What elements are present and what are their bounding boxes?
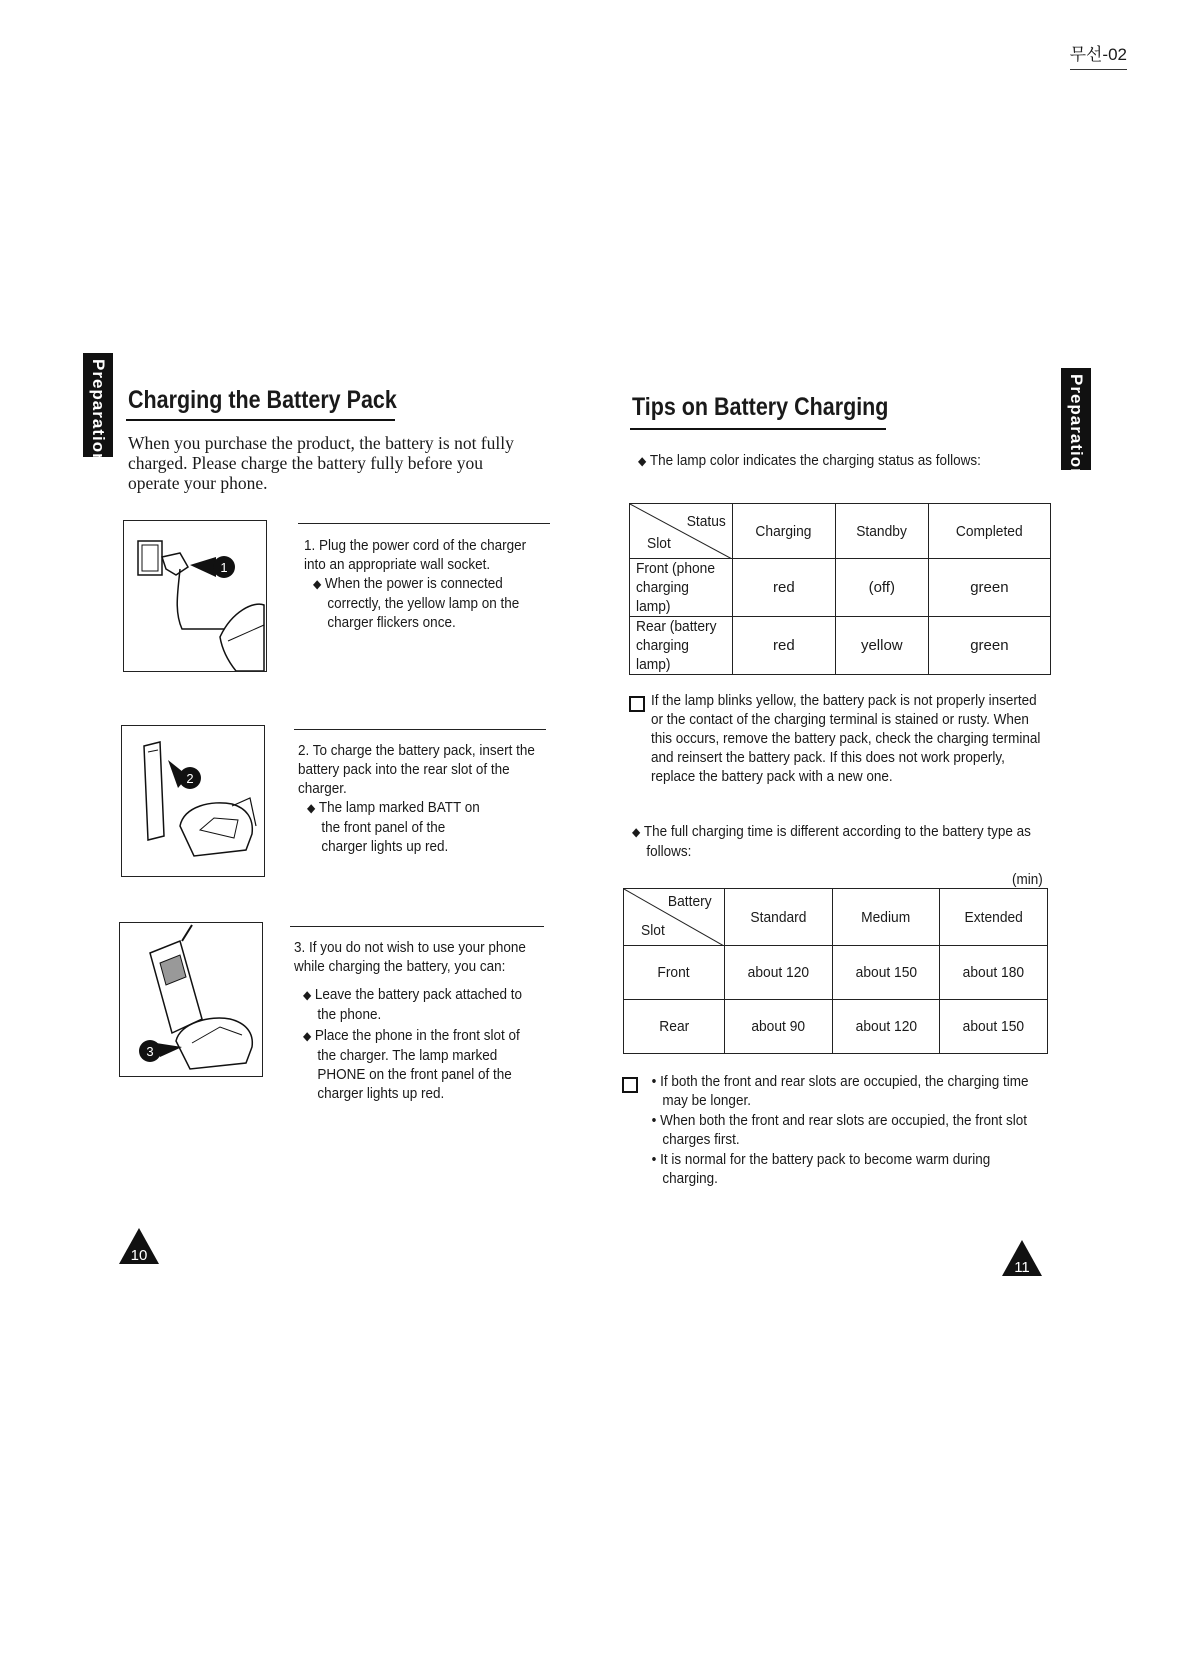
bullet-dot-icon: •: [651, 1151, 661, 1168]
bullet-charging-time: ◆ The full charging time is different according to the battery type as follows:: [632, 823, 1031, 860]
step-2-text: 2. To charge the battery pack, insert the battery pack into the rear slot of the charger.: [298, 742, 535, 797]
unit-label: (min): [1012, 871, 1043, 888]
battery-insert-illustration: [122, 726, 264, 876]
note-lamp-blinks: If the lamp blinks yellow, the battery pack is not properly inserted or the contact of the charging terminal is stained or rusty. When this occurs, remove the battery pack, check the charging terminal and reinsert the battery pack. If this does not work properly, replace the battery pack with a new one.: [651, 692, 1041, 785]
diamond-bullet-icon: ◆: [307, 801, 316, 815]
figure-phone-in-charger: [119, 922, 263, 1077]
table2-header: Standard: [725, 889, 833, 946]
note-item-2: • When both the front and rear slots are occupied, the front slot charges first.: [651, 1112, 1028, 1148]
diamond-bullet-icon: ◆: [313, 577, 322, 591]
figure-charger-wall-socket: [123, 520, 267, 672]
table-row: [624, 946, 1048, 1000]
step-1-sub-1: ◆ When the power is connected correctly, the yellow lamp on the charger flickers once.: [313, 575, 520, 631]
table1-header: Charging: [733, 504, 836, 559]
table2-cell: about 180: [940, 946, 1048, 1000]
left-title-rule: [126, 419, 395, 421]
step-3-text: 3. If you do not wish to use your phone while charging the battery, you can:: [294, 939, 526, 975]
side-tab-preparation-right: Preparation: [1061, 368, 1091, 470]
left-page-title: Charging the Battery Pack: [128, 386, 397, 414]
table-row: [630, 617, 1051, 675]
table1-cell: green: [928, 559, 1050, 617]
table2-corner-bottom: Slot: [641, 922, 665, 939]
step-3: [294, 938, 528, 1103]
table2-row-label: Front: [624, 946, 725, 1000]
diamond-bullet-icon: ◆: [632, 825, 641, 839]
charger-plug-illustration: [124, 521, 266, 671]
svg-text:10: 10: [130, 1247, 148, 1264]
diamond-bullet-icon: ◆: [638, 454, 647, 468]
note-icon: [629, 694, 645, 715]
table-row: [624, 1000, 1048, 1054]
table-row: [630, 559, 1051, 617]
table1-row-label: Front (phone charging lamp): [630, 559, 733, 617]
figure-2-number: 2: [186, 771, 194, 786]
step-3-sub-1: ◆ Leave the battery pack attached to the phone.: [303, 986, 523, 1023]
figure-insert-battery: [121, 725, 265, 877]
table2-cell: about 120: [725, 946, 833, 1000]
table1-cell: (off): [835, 559, 928, 617]
note-item-1: • If both the front and rear slots are occupied, the charging time may be longer.: [651, 1073, 1029, 1109]
triangle-page-marker-icon: [117, 1226, 161, 1266]
step-1: [304, 536, 547, 632]
note-item-3: • It is normal for the battery pack to become warm during charging.: [651, 1151, 991, 1187]
phone-charger-illustration: [120, 923, 262, 1076]
bullet-dot-icon: •: [651, 1073, 661, 1090]
table2-cell: about 150: [940, 1000, 1048, 1054]
table1-corner-bottom: Slot: [647, 535, 671, 552]
triangle-page-marker-icon: [1000, 1238, 1044, 1278]
table1-header: Standby: [835, 504, 928, 559]
bullet-dot-icon: •: [651, 1112, 661, 1129]
table2-cell: about 120: [832, 1000, 940, 1054]
table2-row-label: Rear: [624, 1000, 725, 1054]
table2-cell: about 90: [725, 1000, 833, 1054]
side-tab-preparation-left: Preparation: [83, 353, 113, 457]
step-1-rule: [298, 523, 550, 524]
page-number-10: [117, 1226, 161, 1266]
table1-cell: yellow: [835, 617, 928, 675]
document-code: 무선-02: [1070, 40, 1127, 65]
step-3-rule: [290, 926, 544, 927]
charging-time-table: [623, 888, 1048, 1054]
figure-1-number: 1: [220, 560, 228, 575]
page-number-11: [1000, 1238, 1044, 1278]
table2-header: Extended: [940, 889, 1048, 946]
right-page-title: Tips on Battery Charging: [632, 393, 889, 421]
table1-corner-top: Status: [687, 513, 727, 530]
left-intro-text: When you purchase the product, the battery is not fully charged. Please charge the battery fully before you operate your phone.: [128, 433, 514, 493]
table2-cell: about 150: [832, 946, 940, 1000]
step-1-text: 1. Plug the power cord of the charger into an appropriate wall socket.: [304, 537, 527, 573]
table2-corner-cell: [624, 889, 725, 946]
table1-header: Completed: [928, 504, 1050, 559]
note-icon: [622, 1075, 638, 1096]
svg-text:11: 11: [1014, 1259, 1030, 1276]
table2-header: Medium: [832, 889, 940, 946]
table1-cell: red: [733, 617, 836, 675]
step-3-sub-2: ◆ Place the phone in the front slot of the charger. The lamp marked PHONE on the front panel of the charger lights up red.: [303, 1027, 520, 1102]
step-2-sub-1: ◆ The lamp marked BATT on the front panel of the charger lights up red.: [307, 799, 480, 855]
figure-3-number: 3: [146, 1044, 154, 1059]
right-title-rule: [630, 428, 886, 430]
step-2: [298, 741, 541, 856]
table1-cell: red: [733, 559, 836, 617]
bullet-lamp-color: ◆ The lamp color indicates the charging status as follows:: [638, 452, 981, 469]
table2-corner-top: Battery: [668, 893, 713, 910]
table1-row-label: Rear (battery charging lamp): [630, 617, 733, 675]
diamond-bullet-icon: ◆: [303, 988, 312, 1002]
diamond-bullet-icon: ◆: [303, 1029, 312, 1043]
table1-cell: green: [928, 617, 1050, 675]
table1-corner-cell: [630, 504, 733, 559]
lamp-status-table: [629, 503, 1051, 675]
notes-charging: [648, 1072, 1044, 1188]
step-2-rule: [294, 729, 546, 730]
